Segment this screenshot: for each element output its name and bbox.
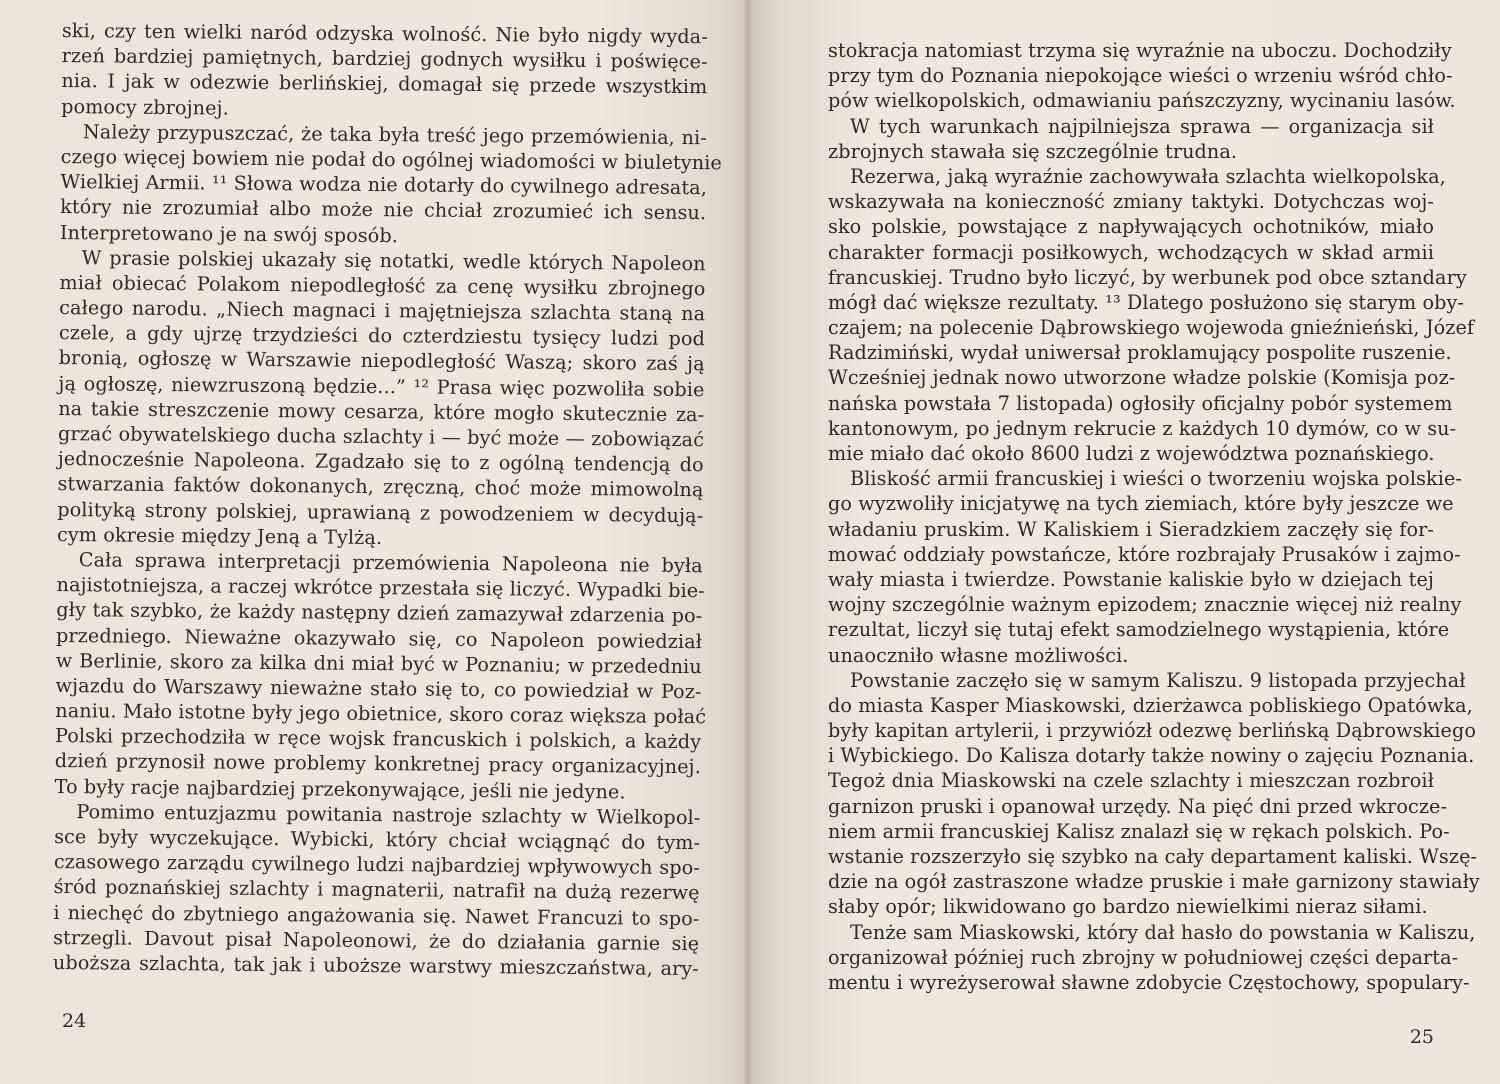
text-line: Należy przypuszczać, że taka była treść jego przemówienia, ni-: [82, 119, 707, 149]
text-line: czele, a gdy ujrzę trzydzieści do czterdziestu tysięcy ludzi pod: [58, 321, 706, 351]
text-line: który nie zrozumiał albo może nie chciał zrozumieć ich sensu.: [60, 195, 707, 225]
text-line: wojny szczególnie ważnym epizodem; znacznie więcej niż realny: [828, 593, 1462, 617]
text-line: uboższa szlachta, tak jak i uboższe warstwy mieszczaństwa, ary-: [52, 950, 700, 981]
left-page: [0, 0, 748, 1084]
text-line: dzień przynosił nowe problemy konkretnej pracy organizacyjnej.: [54, 749, 701, 779]
left-page-text: [52, 18, 723, 981]
text-line: władaniu pruskim. W Kaliskiem i Sieradzkiem zaczęły się for-: [828, 517, 1434, 541]
text-line: unaoczniło własne możliwości.: [828, 643, 1129, 667]
text-line: nia. I jak w odezwie berlińskiej, domagał się przede wszystkim: [61, 69, 708, 99]
text-line: Polski przechodziła w ręce wojsk francuskich i polskich, a każdy: [54, 724, 702, 754]
text-line: najistotniejsza, a raczej wkrótce przestała się liczyć. Wypadki bie-: [56, 573, 705, 603]
text-line: były kapitan artylerii, i przywiózł odezwę berlińską Dąbrowskiego: [828, 719, 1477, 743]
text-line: na takie streszczenie mowy cesarza, które mogło skutecznie za-: [58, 396, 705, 426]
left-page-number: 24: [62, 1010, 87, 1032]
text-line: jednocześnie Napoleona. Zgadzało się to z ogólną tendencją do: [57, 447, 704, 477]
text-line: W tych warunkach najpilniejsza sprawa — organizacja sił: [850, 114, 1434, 138]
text-line: sce były wyczekujące. Wybicki, który chciał wciągnąć do tym-: [54, 824, 701, 855]
text-line: wskazywała na konieczność zmiany taktyki. Dotychczas woj-: [828, 190, 1434, 214]
right-page-text: [828, 38, 1480, 995]
text-line: go wyzwoliły inicjatywę na tych ziemiach, które były jeszcze we: [828, 492, 1454, 516]
text-line: francuskiej. Trudno było liczyć, by werbunek pod obce sztandary: [828, 265, 1467, 289]
text-line: To były racje najbardziej przekonywające, jeśli nie jedyne.: [54, 774, 626, 804]
text-line: pów wielkopolskich, odmawianiu pańszczyzny, wycinaniu lasów.: [828, 89, 1456, 113]
text-line: sko polskie, powstające z napływających ochotników, miało: [828, 215, 1434, 239]
text-line: charakter formacji posiłkowych, wchodzących w skład armii: [828, 240, 1434, 264]
text-line: w Berlinie, skoro za kilka dni miał być w Poznaniu; w przededniu: [55, 648, 702, 678]
text-line: śród poznańskiej szlachty i magnaterii, natrafił na dużą rezerwę: [53, 875, 700, 905]
text-line: naniu. Mało istotne były jego obietnice, skoro coraz większa połać: [55, 699, 707, 729]
text-line: czego więcej bowiem nie podał do ogólnej wiadomości w biuletynie: [60, 144, 723, 175]
text-line: mować oddziały powstańcze, które rozbrajały Prusaków i zajmo-: [828, 542, 1461, 566]
text-line: rezultat, liczył się tutaj efekt samodzielnego wystąpienia, które: [828, 618, 1450, 642]
text-line: miał obiecać Polakom niepodległość za cenę wysiłku zbrojnego: [59, 270, 706, 301]
text-line: Wcześniej jednak nowo utworzone władze polskie (Komisja poz-: [828, 366, 1456, 390]
text-line: Powstanie zaczęło się w samym Kaliszu. 9 listopada przyjechał: [850, 668, 1466, 692]
text-line: Bliskość armii francuskiej i wieści o tworzeniu wojska polskie-: [850, 467, 1463, 491]
text-line: mie miało dać około 8600 ludzi z województwa poznańskiego.: [828, 442, 1435, 465]
text-line: przy tym do Poznania niepokojące wieści o wrzeniu wśród chło-: [828, 64, 1453, 88]
text-line: mentu i wyreżyserował sławne zdobycie Częstochowy, spopulary-: [828, 970, 1470, 994]
text-line: Interpretowano je na swój sposób.: [59, 220, 399, 247]
text-line: stwarzania faktów dokonanych, zręczną, choć może mimowolną: [57, 472, 704, 502]
text-line: stokracja natomiast trzyma się wyraźnie na uboczu. Dochodziły: [828, 39, 1452, 62]
text-line: wstanie rozszerzyło się szybko na cały departament kaliski. Wszę-: [828, 845, 1478, 868]
text-line: ją ogłoszę, niewzruszoną będzie...” ¹² Prasa więc pozwoliła sobie: [58, 371, 705, 401]
text-line: do miasta Kasper Miaskowski, dzierżawca pobliskiego Opatówka,: [828, 693, 1473, 717]
text-line: strzegli. Davout pisał Napoleonowi, że do działania garnie się: [53, 925, 700, 955]
text-line: Rezerwa, jaką wyraźnie zachowywała szlachta wielkopolska,: [850, 164, 1446, 188]
text-line: czasowego zarządu cywilnego ludzi najbardziej wpływowych spo-: [53, 850, 700, 880]
text-line: zbrojnych stawała się szczególnie trudna.: [828, 139, 1238, 163]
text-line: garnizon pruski i opanował urzędy. Na pięć dni przed wkrocze-: [828, 794, 1448, 818]
text-line: niem armii francuskiej Kalisz znalazł się w rękach polskich. Po-: [828, 819, 1450, 843]
text-line: i niechęć do zbytniego angażowania się. Nawet Francuzi to spo-: [53, 900, 700, 930]
text-line: ski, czy ten wielki naród odzyska wolność. Nie było nigdy wyda-: [61, 18, 708, 49]
text-line: Cała sprawa interpretacji przemówienia Napoleona nie była: [78, 548, 703, 578]
text-line: polityką strony polskiej, uprawianą z powodzeniem w decydują-: [57, 497, 704, 527]
text-line: słaby opór; likwidowano go bardzo niewielkimi nieraz siłami.: [828, 895, 1428, 919]
text-line: pomocy zbrojnej.: [61, 94, 229, 120]
text-line: przedniego. Nieważne okazywało się, co Napoleon powiedział: [55, 623, 703, 653]
text-line: Tenże sam Miaskowski, który dał hasło do powstania w Kaliszu,: [850, 920, 1476, 944]
text-line: W prasie polskiej ukazały się notatki, wedle których Napoleon: [81, 245, 706, 275]
text-line: całego narodu. „Niech magnaci i majętniejsza szlachta staną na: [59, 296, 706, 326]
text-line: dzie na ogół zastraszone władze pruskie i małe garnizony stawiały: [828, 870, 1480, 894]
right-page: [748, 0, 1500, 1084]
text-line: gły tak szybko, że każdy następny dzień zamazywał zdarzenia po-: [56, 598, 703, 628]
text-line: cym okresie między Jeną a Tylżą.: [56, 522, 383, 549]
text-line: organizował później ruch zbrojny w południowej części departa-: [828, 945, 1459, 969]
text-line: mógł dać większe rezultaty. ¹³ Dlatego posłużono się starym oby-: [828, 290, 1465, 314]
text-line: Wielkiej Armii. ¹¹ Słowa wodza nie dotarły do cywilnego adresata,: [60, 170, 708, 200]
text-line: Radzimiński, wydał uniwersał proklamujący pospolite ruszenie.: [828, 341, 1452, 365]
text-line: czajem; na polecenie Dąbrowskiego wojewoda gnieźnieński, Józef: [828, 316, 1475, 340]
text-line: Tegoż dnia Miaskowski na czele szlachty i mieszczan rozbroił: [828, 769, 1434, 793]
text-line: kantonowym, po jednym rekrucie z każdych 10 dymów, co w su-: [828, 416, 1457, 440]
text-line: Pomimo entuzjazmu powitania nastroje szlachty w Wielkopol-: [76, 799, 701, 829]
text-line: wjazdu do Warszawy nieważne stało się to, co powiedział w Poz-: [55, 673, 702, 704]
text-line: rzeń bardziej pamiętnych, bardziej godnych wysiłku i poświęce-: [61, 44, 708, 74]
text-line: wały miasta i twierdze. Powstanie kaliskie było w dziejach tej: [828, 567, 1434, 591]
right-page-number: 25: [1409, 1026, 1434, 1048]
book-gutter: [744, 0, 752, 1084]
text-line: bronią, ogłoszę w Warszawie niepodległość Waszą; skoro zaś ją: [58, 346, 705, 376]
text-line: grzać obywatelskiego ducha szlachty i — być może — zobowiązać: [57, 421, 705, 452]
text-line: i Wybickiego. Do Kalisza dotarły także nowiny o zajęciu Poznania.: [828, 744, 1475, 768]
text-line: nańska powstała 7 listopada) ogłosiły oficjalny pobór systemem: [828, 391, 1453, 415]
